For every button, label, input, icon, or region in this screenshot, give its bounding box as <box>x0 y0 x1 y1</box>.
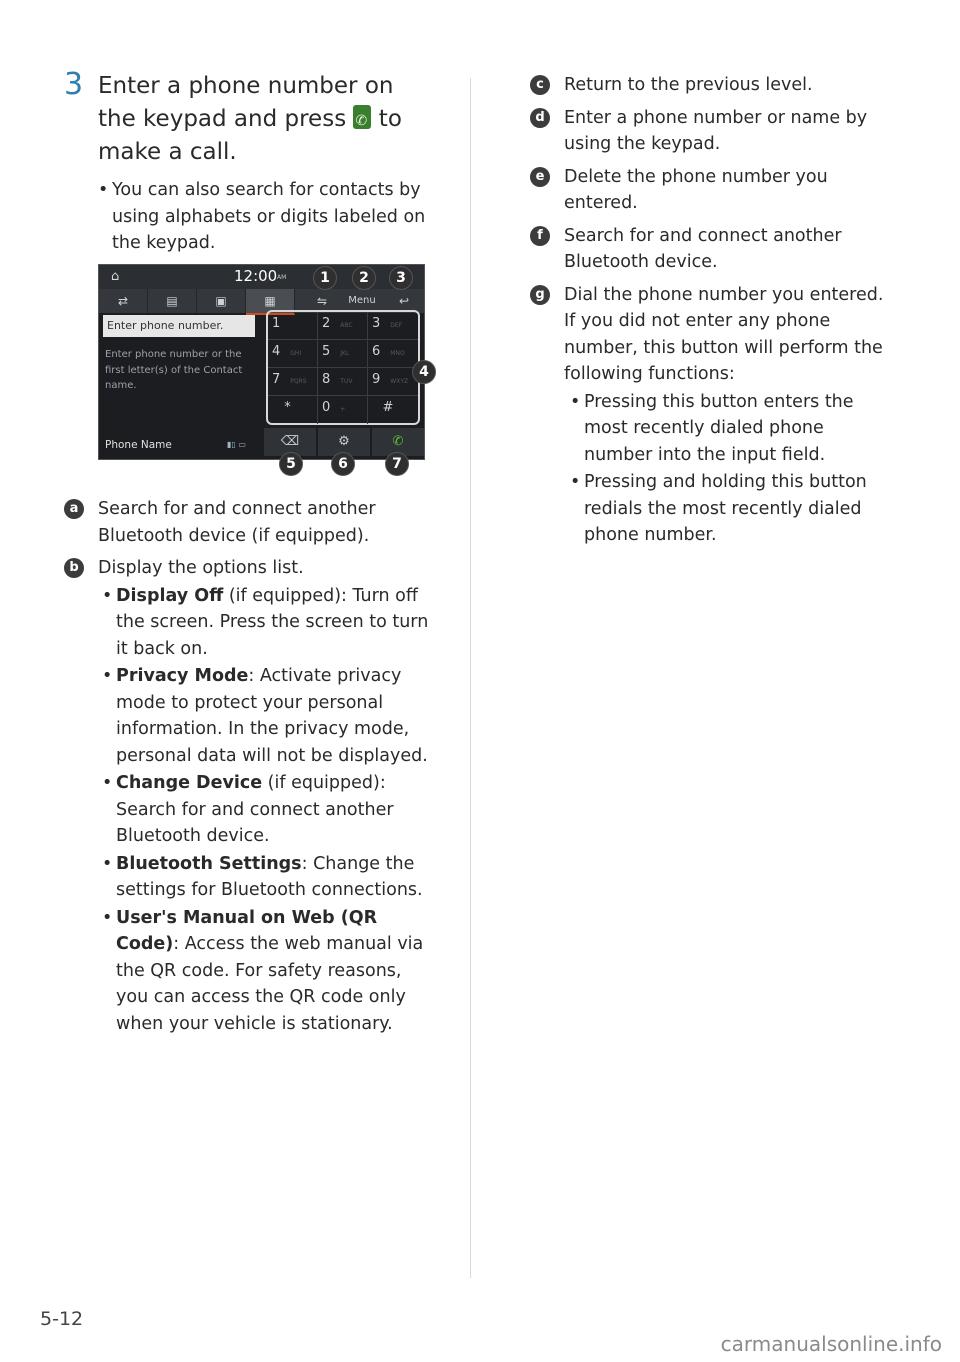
key-4[interactable]: 4 GHI <box>268 340 318 368</box>
column-divider <box>470 78 471 1278</box>
key-hash[interactable]: # <box>382 400 394 415</box>
clock: 12:00 <box>234 267 278 285</box>
change-device-icon[interactable]: ⇋ <box>316 294 328 308</box>
step-3 <box>64 67 434 169</box>
key-2[interactable]: 2 ABC <box>318 312 368 340</box>
key-3[interactable]: 3 DEF <box>368 312 418 340</box>
right-column <box>530 72 890 555</box>
callout-marker-2: 2 <box>352 266 376 290</box>
settings-gear-icon[interactable]: ⚙ <box>318 428 370 456</box>
keypad <box>266 310 420 425</box>
desc-text: Display the options list. <box>98 558 304 578</box>
signal-battery-icon: ▮▯ ▭ <box>227 440 246 449</box>
desc-badge: d <box>530 108 550 128</box>
phone-keypad-screenshot <box>98 264 425 460</box>
desc-item-a <box>64 496 434 549</box>
step-text-before: Enter a phone number on the keypad and press <box>98 73 394 132</box>
key-6[interactable]: 6 MNO <box>368 340 418 368</box>
key-star[interactable]: * <box>268 396 318 424</box>
callout-marker-6: 6 <box>331 452 355 476</box>
step-number: 3 <box>64 67 84 102</box>
callout-marker-1: 1 <box>313 266 337 290</box>
key-9[interactable]: 9 WXYZ <box>368 368 418 396</box>
callout-marker-4: 4 <box>412 360 436 384</box>
option-users-manual: • User's Manual on Web (QR Code): Access the web manual via the QR code. For safety reasons, you can access the QR code only when your vehicle is stationary. <box>102 905 434 1038</box>
callout-marker-3: 3 <box>389 266 413 290</box>
desc-item-b <box>64 555 434 1037</box>
clock-ampm: AM <box>277 274 287 281</box>
desc-item-g <box>530 282 890 549</box>
desc-badge: a <box>64 499 84 519</box>
watermark: carmanualsonline.info <box>720 1332 942 1356</box>
desc-badge: e <box>530 167 550 187</box>
delete-icon[interactable]: ⌫ <box>264 428 316 456</box>
option-bluetooth-settings: • Bluetooth Settings: Change the settings for Bluetooth connections. <box>102 851 434 904</box>
key-8[interactable]: 8 TUV <box>318 368 368 396</box>
desc-item-e <box>530 164 890 217</box>
tab-favorites[interactable]: ▣ <box>197 289 246 313</box>
options-list <box>102 583 434 1038</box>
desc-badge: g <box>530 285 550 305</box>
home-icon: ⌂ <box>111 269 120 284</box>
desc-text: Search for and connect another Bluetooth device. <box>564 225 842 272</box>
dial-call-icon[interactable]: ✆ <box>372 428 424 456</box>
step-text-after: to make a call. <box>98 106 402 165</box>
tab-contacts[interactable]: ▤ <box>148 289 197 313</box>
desc-badge: c <box>530 75 550 95</box>
phone-number-input[interactable]: Enter phone number. <box>103 315 255 337</box>
connected-phone-name: Phone Name <box>105 439 172 451</box>
desc-text: Delete the phone number you entered. <box>564 166 828 213</box>
menu-button[interactable]: Menu <box>348 295 376 306</box>
callout-marker-7: 7 <box>385 452 409 476</box>
key-1[interactable]: 1 <box>268 312 318 340</box>
dial-function-bullet: • Pressing this button enters the most recently dialed phone number into the input field. <box>570 389 890 469</box>
phone-call-icon <box>353 105 371 129</box>
input-hint: Enter phone number or the first letter(s) of the Contact name. <box>105 349 243 391</box>
step-3-bullet: • You can also search for contacts by using alphabets or digits labeled on the keypad. <box>98 177 434 257</box>
desc-text: Dial the phone number you entered. If you did not enter any phone number, this button will perform the following functions: <box>564 284 884 384</box>
option-display-off: • Display Off (if equipped): Turn off the screen. Press the screen to turn it back on. <box>102 583 434 663</box>
desc-badge: f <box>530 226 550 246</box>
tab-keypad[interactable]: ▦ <box>246 289 295 315</box>
desc-text: Search for and connect another Bluetooth device (if equipped). <box>98 499 376 546</box>
callout-marker-5: 5 <box>279 452 303 476</box>
key-5[interactable]: 5 JKL <box>318 340 368 368</box>
dial-function-bullet: • Pressing and holding this button redials the most recently dialed phone number. <box>570 469 890 549</box>
desc-badge: b <box>64 558 84 578</box>
left-descriptions <box>64 496 434 1043</box>
tab-call-history[interactable]: ⇄ <box>99 289 148 313</box>
left-column <box>64 67 434 257</box>
desc-item-d <box>530 105 890 158</box>
desc-text: Return to the previous level. <box>564 75 813 95</box>
option-privacy-mode: • Privacy Mode: Activate privacy mode to protect your personal information. In the privacy mode, personal data will not be displayed. <box>102 663 434 769</box>
page-number: 5-12 <box>40 1308 84 1330</box>
back-icon[interactable]: ↩ <box>398 294 410 308</box>
key-0[interactable]: 0 + <box>318 396 368 424</box>
desc-item-c <box>530 72 890 99</box>
key-7[interactable]: 7 PQRS <box>268 368 318 396</box>
desc-item-f <box>530 223 890 276</box>
option-change-device: • Change Device (if equipped): Search for and connect another Bluetooth device. <box>102 770 434 850</box>
desc-text: Enter a phone number or name by using the keypad. <box>564 107 868 154</box>
dial-button-functions <box>570 389 890 549</box>
step-3-note <box>98 177 434 257</box>
